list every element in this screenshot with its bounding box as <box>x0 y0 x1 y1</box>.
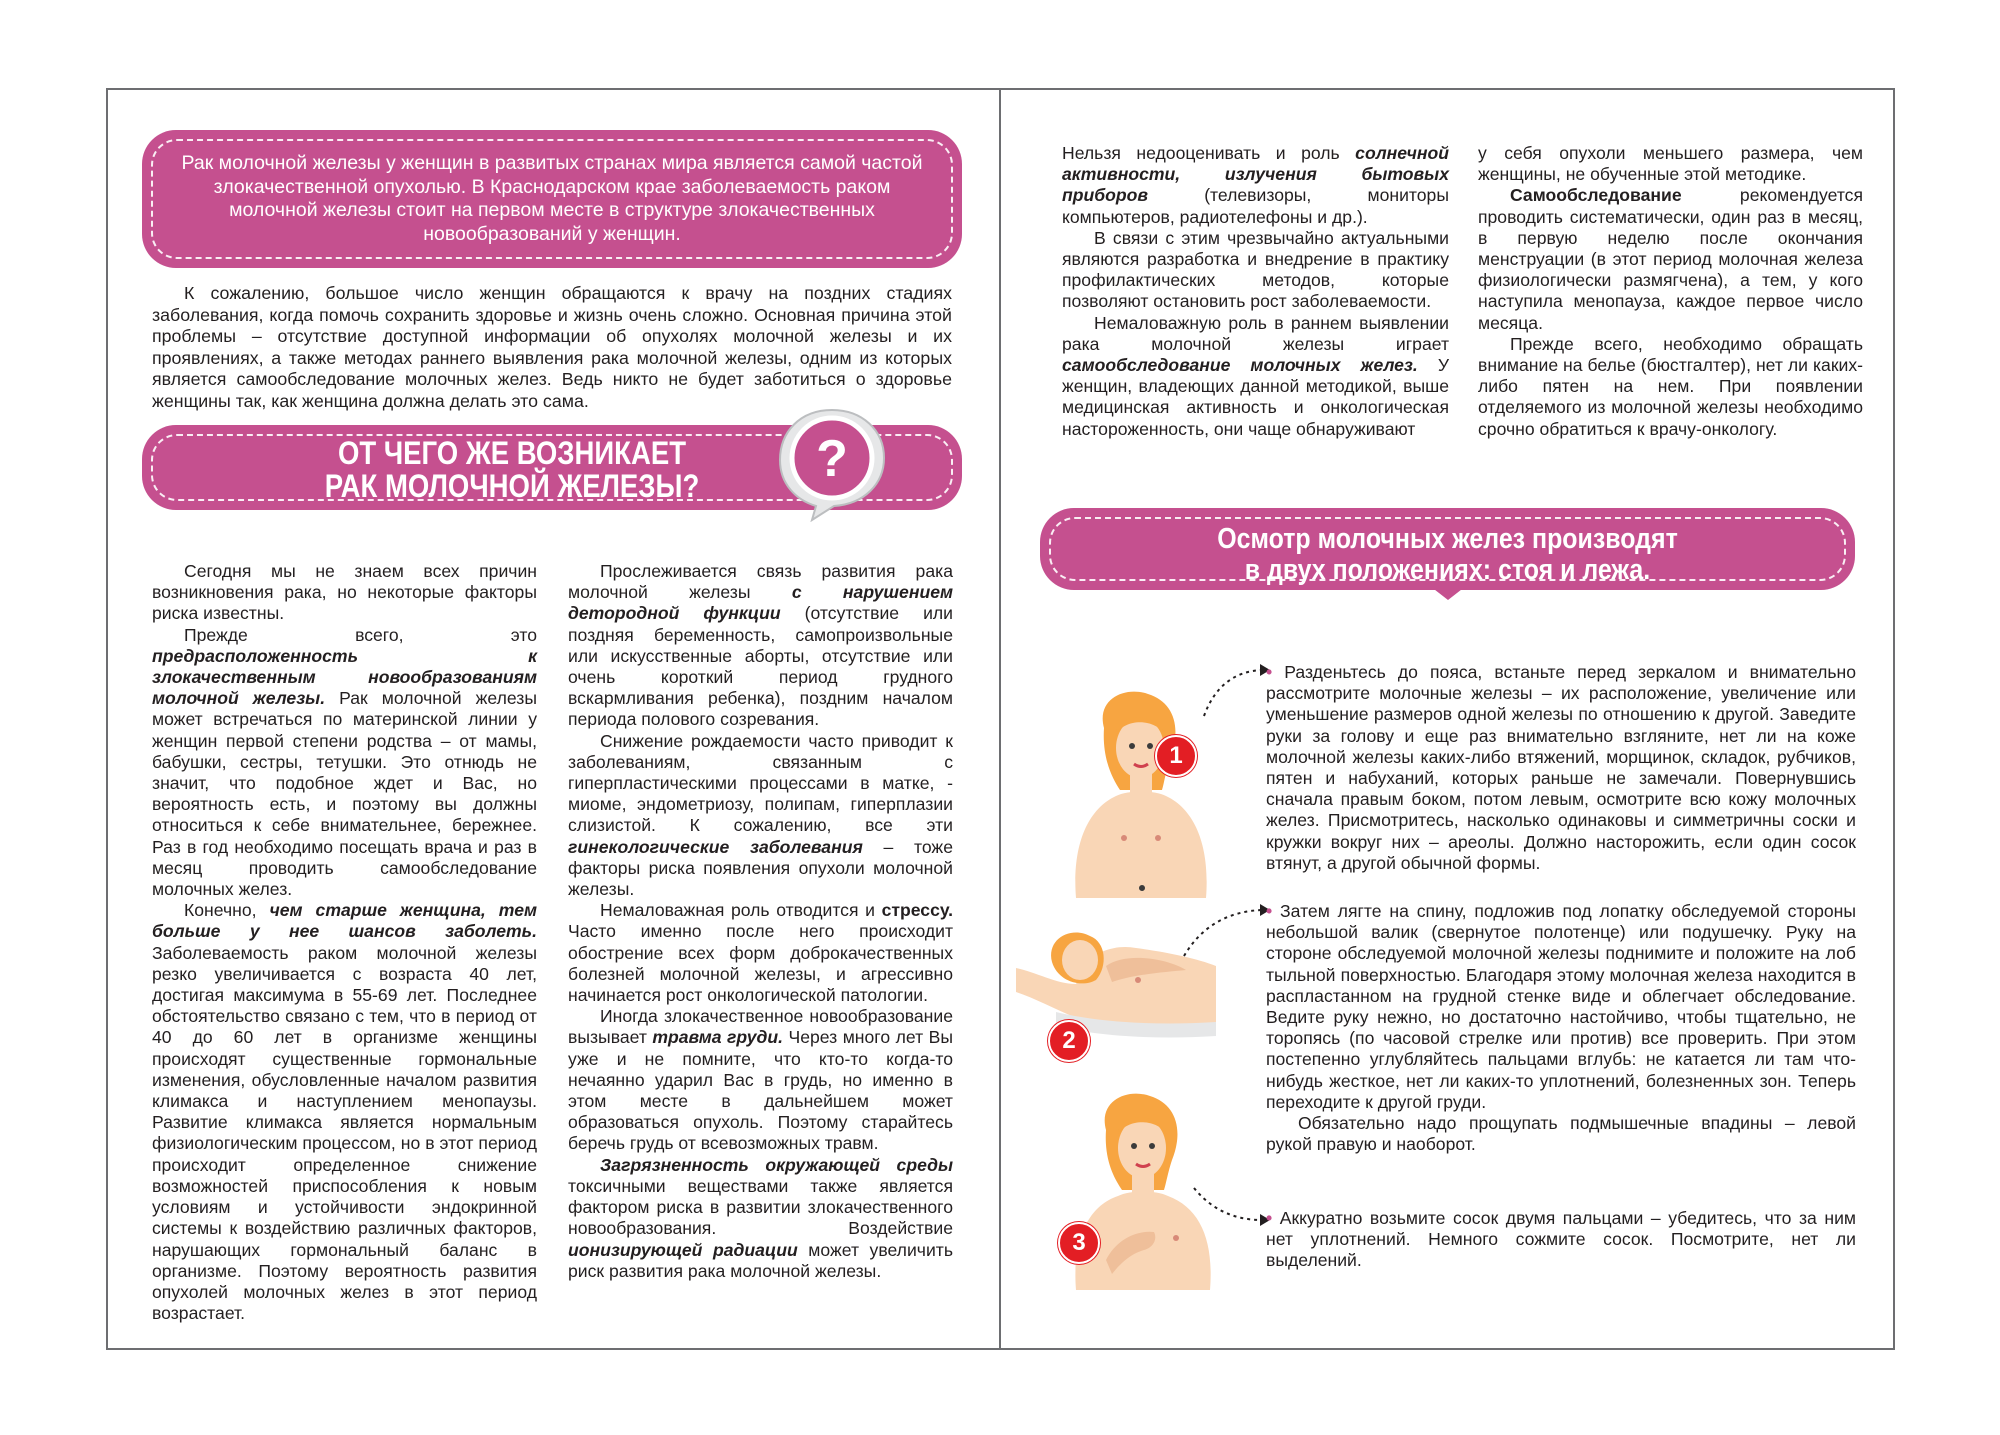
column-2 <box>568 561 953 1282</box>
step-2-pointer <box>1180 900 1270 960</box>
col1-p3: Конечно, чем старше женщина, тем больше у нее шансов заболеть. Заболеваемость раком молочной железы резко увеличивается с возраста 40 лет, достигая максимума в 55-69 лет. Последнее обстоятельство связано с тем, что в период от 40 до 60 лет в организме женщины происходят существенные гормональные изменения, обусловленные началом развития климакса и наступлением менопаузы. Развитие климакса является нормальным физиологическим процессом, но в этот период происходит определенное снижение возможностей приспособления к новым условиям и устойчивости эндокринной системы к воздействию различных факторов, нарушающих гормональный баланс в организме. Поэтому вероятность развития опухолей молочных желез в этот период возрастает. <box>152 900 537 1324</box>
question-mark-icon <box>772 402 892 522</box>
col4-p3: Прежде всего, необходимо обращать внимание на белье (бюстгалтер), нет ли каких-либо пятен на нем. При появлении отделяемого из молочной железы необходимо срочно обратиться к врачу-онкологу. <box>1478 333 1863 439</box>
step-1-badge: 1 <box>1155 735 1197 777</box>
svg-text:?: ? <box>816 430 848 488</box>
step-2-extra: Обязательно надо прощупать подмышечные впадины – левой рукой правую и наоборот. <box>1266 1113 1856 1155</box>
intro-box <box>142 130 962 268</box>
step-3-text: • Аккуратно возьмите сосок двумя пальцами – убедитесь, что за ним нет уплотнений. Немного сожмите сосок. Посмотрите, нет ли выделений. <box>1266 1208 1856 1271</box>
column-1 <box>152 561 537 1324</box>
col4-p2: Самообследование рекомендуется проводить систематически, один раз в месяц, в первую неделю после окончания менструации (в этот период молочная железа физиологически размягчена), а тем, у кого наступила менопауза, каждое первое число месяца. <box>1478 185 1863 333</box>
col3-p3: Немаловажную роль в раннем выявлении рака молочной железы играет самообследование молочных желез. У женщин, владеющих данной методикой, выше медицинская активность и онкологическая настороженность, они чаще обнаруживают <box>1062 312 1449 439</box>
column-3 <box>1062 143 1449 440</box>
step-1-text: • Разденьтесь до пояса, встаньте перед зеркалом и внимательно рассмотрите молочные железы – их расположение, увеличение или уменьшение размеров одной железы по отношению к другой. Заведите руки за голову и еще раз внимательно взгляните, нет ли на коже молочной железы каких-либо втяжений, морщинок, складок, рубчиков, пятен и набуханий, которых раньше не замечали. Повернувшись сначала правым боком, потом левым, осмотрите всю кожу молочных желез. Присмотритесь, насколько одинаковы и симметричны соски и кружки вокруг них – ареолы. Должно насторожить, если один сосок втянут, а другой обычной формы. <box>1266 662 1857 873</box>
step-2-badge: 2 <box>1048 1020 1090 1062</box>
illustration-standing-woman <box>1066 688 1216 898</box>
step-2-text: • Затем лягте на спину, подложив под лопатку обследуемой стороны небольшой валик (свернутое полотенце) или подушечку. Руку на стороне обследуемой молочной железы поднимите и положите на лоб тыльной поверхностью. Благодаря этому молочная железа находится в распластанном на грудной стенке виде и облегчает обследование. Ведите руку нежно, но достаточно настойчиво, чтобы тщательно, не торопясь (по часовой стрелке или против) все проверить. При этом постепенно углубляйтесь пальцами вглубь: не катается ли там что-нибудь жесткое, нет ли каких-то уплотнений, болезненных зон. Теперь переходите к другой груди. Обязательно надо прощупать подмышечные впадины – левой рукой правую и наоборот. <box>1266 901 1856 1155</box>
step-1-pointer <box>1200 660 1270 720</box>
intro-text: Рак молочной железы у женщин в развитых странах мира является самой частой злокачественной опухолью. В Краснодарском крае заболеваемость раком молочной железы стоит на первом месте в структуре злокачественных новообразований у женщин. <box>181 152 923 245</box>
col2-p2: Снижение рождаемости часто приводит к заболеваниям, связанным с гиперпластическими процессами в матке, - миоме, эндометриозу, полипам, гиперплазии слизистой. К сожалению, все эти гинекологические заболевания – тоже факторы риска появления опухоли молочной железы. <box>568 730 953 900</box>
col1-p1: Сегодня мы не знаем всех причин возникновения рака, но некоторые факторы риска известны. <box>152 561 537 624</box>
col2-p4: Иногда злокачественное новообразование вызывает травма груди. Через много лет Вы уже и не помните, что кто-то когда-то нечаянно ударил Вас в грудь, но именно в этом месте в дальнейшем может образоваться опухоль. Поэтому старайтесь беречь грудь от всевозможных травм. <box>568 1006 953 1154</box>
col3-p1: Нельзя недооценивать и роль солнечной активности, излучения бытовых приборов (телевизоры, мониторы компьютеров, радиотелефоны и др.). <box>1062 143 1449 227</box>
col1-p2: Прежде всего, это предрасположенность к злокачественным новообразованиям молочной железы. Рак молочной железы может встречаться по материнской линии у женщин первой степени родства – от мамы, бабушки, сестры, тетушки. Это отнюдь не значит, что подобное ждет и Вас, но вероятность есть, и поэтому вы должны относиться к себе внимательнее, бережнее. Раз в год необходимо посещать врача и раз в месяц проводить самообследование молочных желез. <box>152 624 537 900</box>
lead-text: К сожалению, большое число женщин обращаются к врачу на поздних стадиях заболевания, когда помочь сохранить здоровье и жизнь очень сложно. Основная причина этой проблемы – отсутствие доступной информации об опухолях молочной железы и их проявлениях, а также методах раннего выявления рака молочной железы, одним из которых является самообследование молочных желез. Ведь никто не будет заботиться о здоровье женщины так, как женщина должна делать это сама. <box>152 283 952 411</box>
col2-p1: Прослеживается связь развития рака молочной железы с нарушением детородной функции (отсутствие или поздняя беременность, самопроизвольные или искусственные аборты, отсутствие или очень короткий период грудного вскармливания ребенка), поздним началом периода полового созревания. <box>568 561 953 730</box>
col2-p5: Загрязненность окружающей среды токсичными веществами также является фактором риска в развитии злокачественного новообразования. Воздействие ионизирующей радиации может увеличить риск развития рака молочной железы. <box>568 1154 953 1281</box>
section-header-exam <box>1040 508 1855 590</box>
step-3-pointer <box>1190 1180 1270 1230</box>
lead-paragraph <box>152 283 952 412</box>
col2-p3: Немаловажная роль отводится и стрессу. Часто именно после него происходит обострение всех форм доброкачественных болезней молочной железы, и агрессивно начинается рост онкологической патологии. <box>568 900 953 1006</box>
header-pointer <box>1430 586 1466 602</box>
step-3-badge: 3 <box>1058 1222 1100 1264</box>
col4-p1: у себя опухоли меньшего размера, чем женщины, не обученные этой методике. <box>1478 143 1863 185</box>
section-header-exam-title: Осмотр молочных желез производят в двух положениях: стоя и лежа. <box>1217 523 1678 586</box>
section-header-causes-title: ОТ ЧЕГО ЖЕ ВОЗНИКАЕТ РАК МОЛОЧНОЙ ЖЕЛЕЗЫ? <box>324 435 700 504</box>
page-fold <box>999 88 1001 1350</box>
col3-p2: В связи с этим чрезвычайно актуальными являются разработка и внедрение в практику профилактических методов, которые позволяют остановить рост заболеваемости. <box>1062 227 1449 312</box>
column-4 <box>1478 143 1863 440</box>
